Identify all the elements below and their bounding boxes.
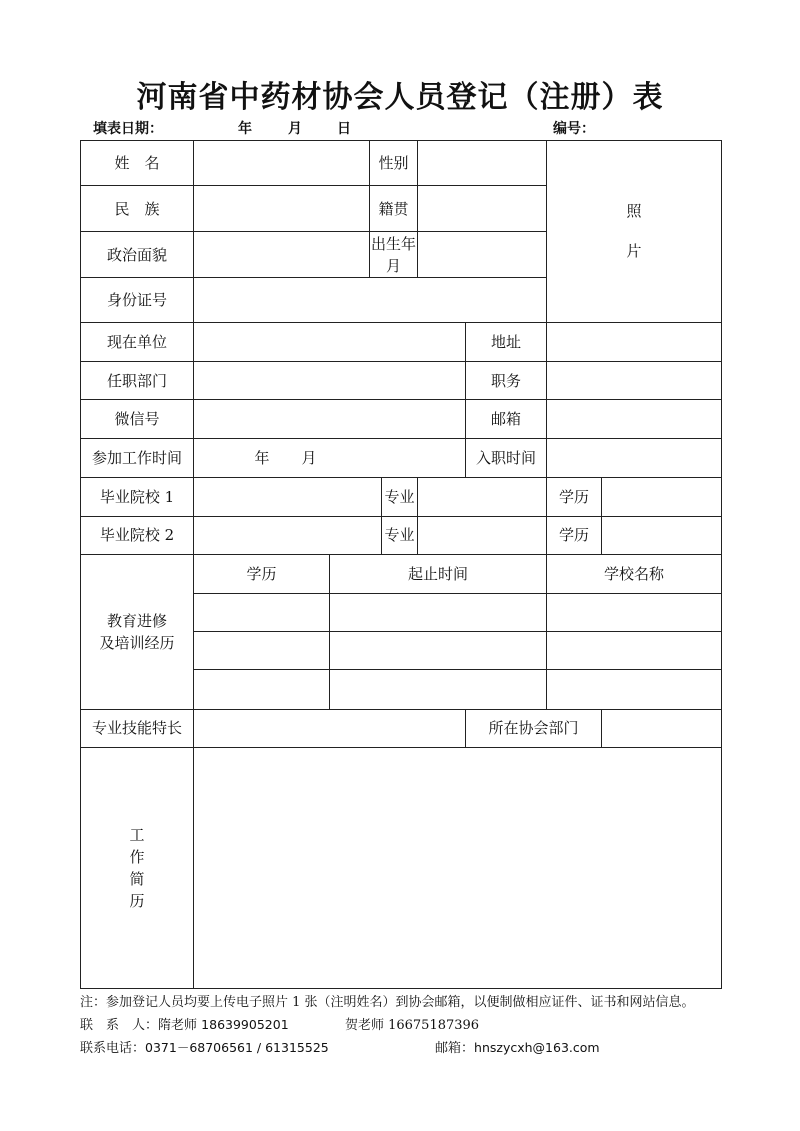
political-status-label: 政治面貌 xyxy=(81,232,194,277)
id-number-field[interactable] xyxy=(194,277,547,322)
education-label xyxy=(81,554,194,709)
skills-field[interactable] xyxy=(194,709,466,747)
contact-line xyxy=(80,1014,740,1037)
position-label: 职务 xyxy=(466,361,547,399)
photo-char-1: 照 xyxy=(626,202,642,221)
gender-label: 性别 xyxy=(370,141,418,186)
department-label: 任职部门 xyxy=(81,361,194,399)
current-employer-label: 现在单位 xyxy=(81,322,194,361)
department-field[interactable] xyxy=(194,361,466,399)
edu-row1-school[interactable] xyxy=(547,594,722,632)
edu-row2-school[interactable] xyxy=(547,632,722,670)
contact1-name: 隋老师 xyxy=(158,1018,198,1033)
gender-field[interactable] xyxy=(418,141,547,186)
join-date-label: 入职时间 xyxy=(466,439,547,477)
skills-label: 专业技能特长 xyxy=(81,709,194,747)
native-place-label: 籍贯 xyxy=(370,186,418,232)
tel-line xyxy=(80,1037,740,1060)
tel-label: 联系电话： xyxy=(80,1041,146,1056)
current-employer-field[interactable] xyxy=(194,322,466,361)
fill-date-label: 填表日期： xyxy=(93,121,163,137)
school1-major-label: 专业 xyxy=(382,477,418,516)
email-note-value: hnszycxh@163.com xyxy=(474,1040,600,1055)
edu-row2-degree[interactable] xyxy=(194,632,330,670)
photo-box[interactable] xyxy=(547,141,722,323)
work-history-char-4: 历 xyxy=(129,891,145,910)
notes-section xyxy=(80,992,740,1060)
work-start-field[interactable] xyxy=(194,439,466,477)
work-history-char-2: 作 xyxy=(129,847,145,866)
name-label: 姓 名 xyxy=(81,141,194,186)
photo-char-2: 片 xyxy=(626,242,642,261)
fill-date-day: 日 xyxy=(337,121,351,137)
page-title: 河南省中药材协会人员登记（注册）表 xyxy=(136,80,664,115)
assoc-department-field[interactable] xyxy=(602,709,722,747)
edu-row3-school[interactable] xyxy=(547,670,722,709)
school2-label: 毕业院校 2 xyxy=(81,516,194,554)
contact1-phone: 18639905201 xyxy=(201,1017,289,1032)
school1-major-field[interactable] xyxy=(418,477,547,516)
assoc-department-label: 所在协会部门 xyxy=(466,709,602,747)
work-history-field[interactable] xyxy=(194,747,722,988)
school2-field[interactable] xyxy=(194,516,382,554)
ethnicity-label: 民 族 xyxy=(81,186,194,232)
work-start-label: 参加工作时间 xyxy=(81,439,194,477)
wechat-field[interactable] xyxy=(194,400,466,439)
birth-date-field[interactable] xyxy=(418,232,547,277)
work-start-year: 年 xyxy=(254,448,270,467)
position-field[interactable] xyxy=(547,361,722,399)
school1-degree-field[interactable] xyxy=(602,477,722,516)
edu-col-degree: 学历 xyxy=(194,554,330,593)
fill-date-year: 年 xyxy=(238,121,252,137)
id-number-label: 身份证号 xyxy=(81,277,194,322)
work-start-month: 月 xyxy=(301,448,317,467)
address-label: 地址 xyxy=(466,322,547,361)
school1-label: 毕业院校 1 xyxy=(81,477,194,516)
email-field[interactable] xyxy=(547,400,722,439)
edu-row1-degree[interactable] xyxy=(194,594,330,632)
work-history-char-3: 简 xyxy=(129,869,145,888)
edu-row3-degree[interactable] xyxy=(194,670,330,709)
school2-major-label: 专业 xyxy=(382,516,418,554)
school1-degree-label: 学历 xyxy=(547,477,602,516)
school1-field[interactable] xyxy=(194,477,382,516)
native-place-field[interactable] xyxy=(418,186,547,232)
join-date-field[interactable] xyxy=(547,439,722,477)
note-text: 注：参加登记人员均要上传电子照片 1 张（注明姓名）到协会邮箱，以便制做相应证件、证书和网站信息。 xyxy=(80,995,695,1010)
registration-form xyxy=(80,140,722,989)
email-note-label: 邮箱： xyxy=(435,1041,475,1056)
number-label: 编号： xyxy=(553,121,595,137)
school2-major-field[interactable] xyxy=(418,516,547,554)
contact2-name: 贺老师 xyxy=(344,1018,384,1033)
birth-date-label: 出生年月 xyxy=(370,232,418,277)
edu-col-school: 学校名称 xyxy=(547,554,722,593)
address-field[interactable] xyxy=(547,322,722,361)
wechat-label: 微信号 xyxy=(81,400,194,439)
work-history-char-1: 工 xyxy=(129,825,145,844)
school2-degree-label: 学历 xyxy=(547,516,602,554)
fill-date-month: 月 xyxy=(288,121,302,137)
education-label-line2: 及培训经历 xyxy=(99,633,175,652)
education-label-line1: 教育进修 xyxy=(106,611,167,630)
edu-row1-period[interactable] xyxy=(330,594,547,632)
contact2-phone: 16675187396 xyxy=(388,1018,480,1033)
political-status-field[interactable] xyxy=(194,232,370,277)
edu-row3-period[interactable] xyxy=(330,670,547,709)
contact-label: 联 系 人： xyxy=(80,1018,159,1033)
edu-row2-period[interactable] xyxy=(330,632,547,670)
email-label: 邮箱 xyxy=(466,400,547,439)
school2-degree-field[interactable] xyxy=(602,516,722,554)
work-history-label xyxy=(81,747,194,988)
tel-value: 0371－68706561 / 61315525 xyxy=(145,1040,329,1055)
name-field[interactable] xyxy=(194,141,370,186)
ethnicity-field[interactable] xyxy=(194,186,370,232)
edu-col-period: 起止时间 xyxy=(330,554,547,593)
